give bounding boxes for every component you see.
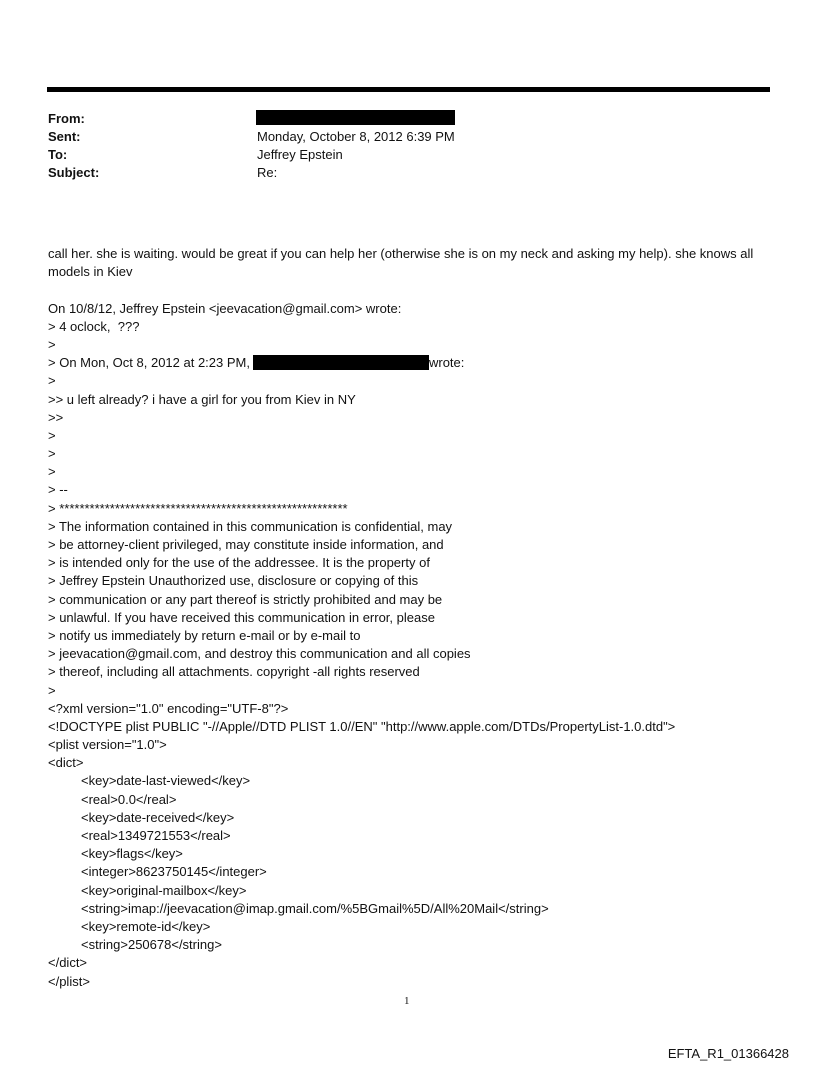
body-line: > xyxy=(48,427,56,443)
body-line: <integer>8623750145</integer> xyxy=(81,864,267,880)
from-label: From: xyxy=(48,111,85,126)
body-line: > Jeffrey Epstein Unauthorized use, disclosure or copying of this xyxy=(48,573,419,589)
body-line: <key>flags</key> xyxy=(81,846,183,862)
header-rule xyxy=(47,87,770,92)
body-line: <dict> xyxy=(48,755,84,771)
body-line: > jeevacation@gmail.com, and destroy this communication and all copies xyxy=(48,646,471,662)
body-line: <key>original-mailbox</key> xyxy=(81,882,247,898)
subject-label: Subject: xyxy=(48,165,100,180)
page-number: 1 xyxy=(404,995,410,1007)
body-line: > ********************************************************* xyxy=(48,500,348,516)
quoted-header-prefix: > On Mon, Oct 8, 2012 at 2:23 PM, xyxy=(48,355,250,371)
from-redaction xyxy=(257,110,455,128)
to-value: Jeffrey Epstein xyxy=(257,147,343,162)
body-line: <key>date-received</key> xyxy=(81,809,235,825)
body-line: > is intended only for the use of the addressee. It is the property of xyxy=(48,555,430,571)
body-line: <?xml version="1.0" encoding="UTF-8"?> xyxy=(48,700,289,716)
sent-value: Monday, October 8, 2012 6:39 PM xyxy=(257,129,455,144)
body-line: <real>0.0</real> xyxy=(81,791,177,807)
body-line: > unlawful. If you have received this communication in error, please xyxy=(48,609,435,625)
body-line: > 4 oclock, ??? xyxy=(48,318,140,334)
body-line: </plist> xyxy=(48,973,90,989)
sender-redaction xyxy=(253,355,429,370)
body-line: >> xyxy=(48,409,64,425)
body-line: > be attorney-client privileged, may constitute inside information, and xyxy=(48,537,444,553)
body-line: > notify us immediately by return e-mail or by e-mail to xyxy=(48,627,361,643)
subject-value: Re: xyxy=(257,165,278,180)
body-line: <!DOCTYPE plist PUBLIC "-//Apple//DTD PLIST 1.0//EN" "http://www.apple.com/DTDs/PropertyList-1.0.dtd"> xyxy=(48,718,676,734)
quoted-header-suffix: wrote: xyxy=(428,355,465,371)
body-line: > xyxy=(48,336,56,352)
body-line: > xyxy=(48,464,56,480)
sent-label: Sent: xyxy=(48,129,81,144)
quoted-intro: On 10/8/12, Jeffrey Epstein <jeevacation@gmail.com> wrote: xyxy=(48,300,402,316)
body-line: > xyxy=(48,446,56,462)
to-label: To: xyxy=(48,147,68,162)
bates-number: EFTA_R1_01366428 xyxy=(667,1046,789,1061)
body-line: <string>imap://jeevacation@imap.gmail.com/%5BGmail%5D/All%20Mail</string> xyxy=(81,900,549,916)
body-line: > -- xyxy=(48,482,68,498)
body-line: > The information contained in this communication is confidential, may xyxy=(48,518,453,534)
body-line: </dict> xyxy=(48,955,88,971)
body-line: <string>250678</string> xyxy=(81,937,222,953)
body-line: > xyxy=(48,373,56,389)
body-line: > thereof, including all attachments. copyright -all rights reserved xyxy=(48,664,420,680)
body-line: <real>1349721553</real> xyxy=(81,828,231,844)
email-body xyxy=(48,245,778,991)
body-line: <plist version="1.0"> xyxy=(48,737,167,753)
body-line: > communication or any part thereof is strictly prohibited and may be xyxy=(48,591,443,607)
quoted-header-line xyxy=(48,354,778,372)
message-text: call her. she is waiting. would be great if you can help her (otherwise she is on my neck and asking my help). she knows all models in Kiev xyxy=(48,246,754,280)
body-line: >> u left already? i have a girl for you from Kiev in NY xyxy=(48,391,356,407)
body-line: <key>remote-id</key> xyxy=(81,918,211,934)
body-line: <key>date-last-viewed</key> xyxy=(81,773,251,789)
body-line: > xyxy=(48,682,56,698)
